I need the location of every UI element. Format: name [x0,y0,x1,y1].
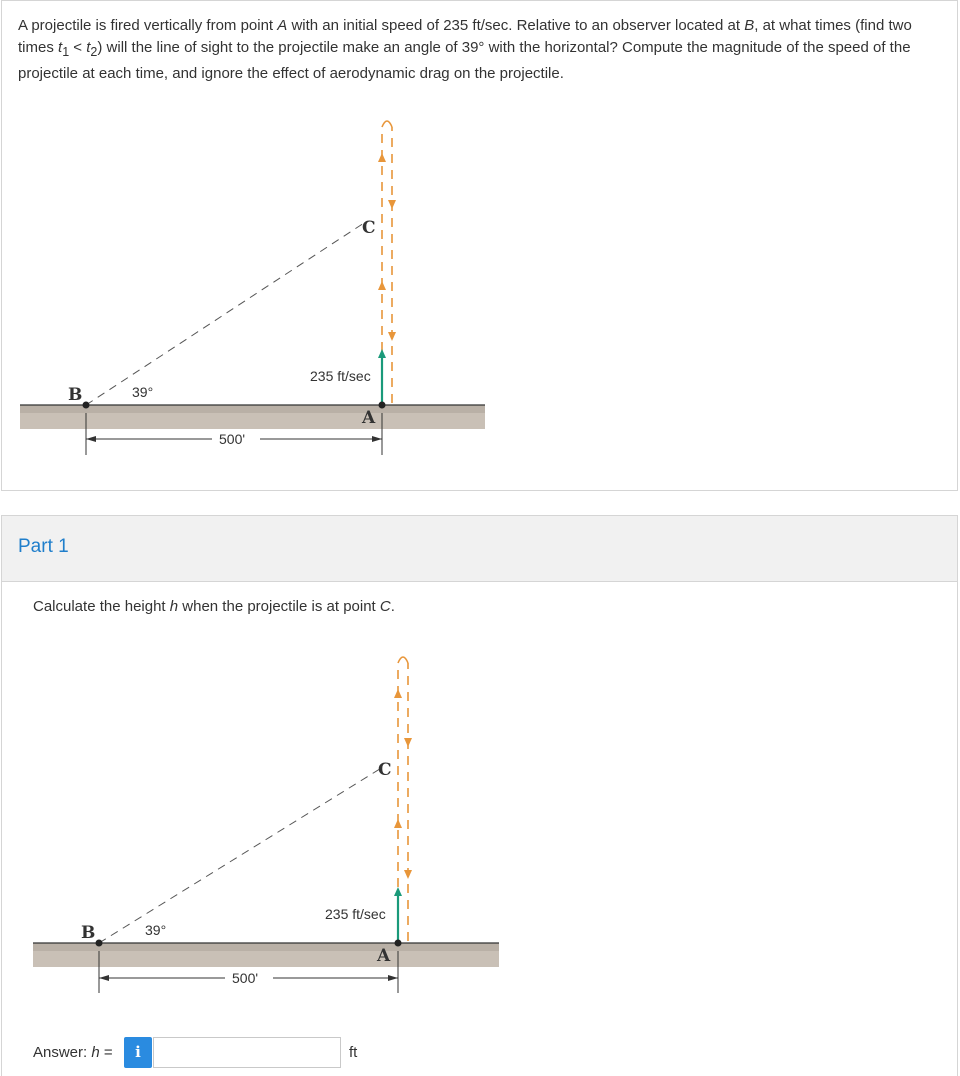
question-variable-h: h [169,598,179,615]
part-figure [33,639,523,1009]
trajectory-arrow-up-icon [394,819,402,828]
problem-point-b: B [744,17,755,34]
problem-text-segment: A projectile is fired vertically from point [18,17,278,34]
problem-text-segment: , at what times (find two times [18,17,912,56]
dimension-arrow-left-icon [99,975,109,981]
problem-text-segment: < [69,39,87,56]
speed-label: 235 ft/sec [310,368,371,384]
trajectory-arrow-down-icon [404,870,412,879]
projectile-diagram [33,639,523,1009]
trajectory-arrow-down-icon [404,738,412,747]
speed-label: 235 ft/sec [325,906,386,922]
answer-equals: = [99,1044,113,1061]
question-point-c: C [379,598,391,615]
problem-text-segment: with an initial speed of 235 ft/sec. Relative to an observer located at [287,17,745,34]
projectile-diagram [20,103,490,463]
dimension-arrow-left-icon [86,436,96,442]
info-icon: i [135,1043,141,1061]
label-a: A [362,408,376,428]
answer-variable-h: h [91,1044,100,1061]
problem-t1-subscript: 1 [62,45,70,59]
part-header [2,516,957,582]
dimension-arrow-right-icon [372,436,382,442]
answer-unit: ft [349,1044,358,1061]
answer-label-text: Answer: [33,1044,92,1061]
problem-figure [20,103,490,463]
trajectory-apex [382,121,392,127]
trajectory-arrow-up-icon [378,153,386,162]
label-c: C [378,760,392,780]
trajectory-arrow-down-icon [388,332,396,341]
ground-shadow [20,405,485,413]
distance-label: 500' [232,970,259,986]
velocity-arrowhead-icon [394,887,402,896]
point-a-marker [379,402,386,409]
problem-statement [18,15,938,85]
velocity-arrowhead-icon [378,349,386,358]
trajectory-arrow-up-icon [394,689,402,698]
answer-label [33,1044,113,1061]
label-b: B [81,923,96,943]
dimension-arrow-right-icon [388,975,398,981]
part-card [1,515,958,1076]
angle-label: 39° [132,384,154,400]
trajectory-arrow-up-icon [378,281,386,290]
problem-text-segment: ) will the line of sight to the projectile make an angle of 39° with the horizontal? Compute the magnitude of the speed of the projectile at each time, and ignore the effect of aerodynamic drag on the projectile. [18,39,911,82]
question-text-segment: when the projectile is at point [178,598,380,615]
part-title: Part 1 [18,536,69,557]
label-c: C [362,218,376,238]
question-text-segment: Calculate the height [33,598,170,615]
label-b: B [68,385,83,405]
answer-input[interactable] [153,1037,341,1068]
distance-label: 500' [219,431,246,447]
problem-point-a: A [277,17,288,34]
question-text-segment: . [390,598,395,615]
problem-t2: t [86,39,91,56]
problem-t2-subscript: 2 [90,45,98,59]
angle-label: 39° [145,922,167,938]
info-button[interactable] [124,1037,152,1068]
label-a: A [377,946,391,966]
ground-shadow [33,943,499,951]
answer-row [33,1036,633,1070]
trajectory-arrow-down-icon [388,200,396,209]
point-b-marker [96,940,103,947]
problem-t1: t [58,39,63,56]
part-question [33,598,395,615]
point-b-marker [83,402,90,409]
problem-card [1,0,958,491]
point-a-marker [395,940,402,947]
trajectory-apex [398,657,408,663]
